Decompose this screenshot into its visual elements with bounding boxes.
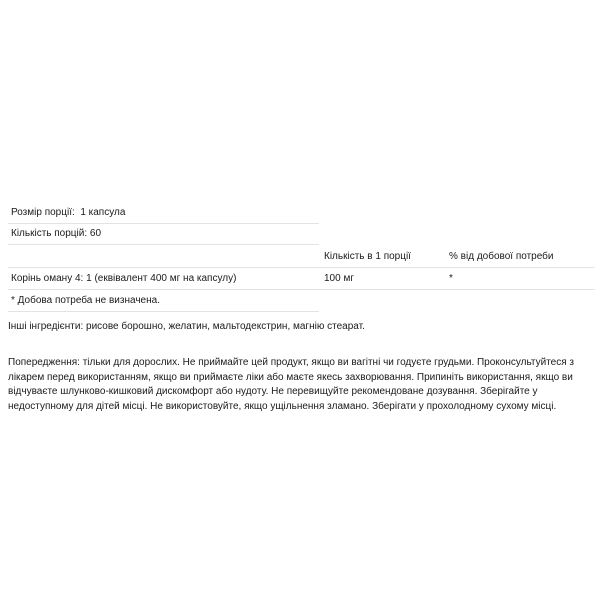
column-header-daily-value: % від добової потреби: [449, 251, 554, 262]
supplement-facts-table: [8, 202, 595, 311]
ingredient-daily-value: *: [449, 273, 453, 284]
table-row: [8, 268, 595, 289]
footnote-row: [8, 290, 595, 311]
serving-size-label-text: Розмір порції:: [11, 207, 75, 218]
serving-size-row: [8, 202, 595, 223]
divider: [8, 244, 319, 245]
serving-size-label: [11, 202, 125, 223]
serving-size-value: 1 капсула: [80, 207, 126, 218]
table-header-row: [8, 246, 595, 267]
other-ingredients-text: Інші інгредієнти: рисове борошно, желатин, мальтодекстрин, магнію стеарат.: [8, 321, 365, 332]
divider: [8, 311, 319, 312]
warnings-text: Попередження: тільки для дорослих. Не приймайте цей продукт, якщо ви вагітні чи годуєте грудьми. Проконсультуйтеся з лікарем перед використанням, якщо ви приймаєте ліки або маєте якесь захворювання. Припиніть використання, якщо ви відчуваєте шлунково-кишковий дискомфорт або нудоту. Не перевищуйте рекомендоване дозування. Зберігайте у недоступному для дітей місці. Не використовуйте, якщо ущільнення зламано. Зберігати у прохолодному сухому місці.: [8, 357, 575, 412]
ingredient-name: Корінь оману 4: 1 (еквівалент 400 мг на капсулу): [11, 273, 237, 284]
daily-value-footnote: * Добова потреба не визначена.: [11, 295, 160, 306]
servings-count-row: [8, 223, 595, 244]
servings-count: Кількість порцій: 60: [11, 228, 102, 239]
ingredient-amount: 100 мг: [324, 273, 354, 284]
column-header-amount: Кількість в 1 порції: [324, 251, 411, 262]
